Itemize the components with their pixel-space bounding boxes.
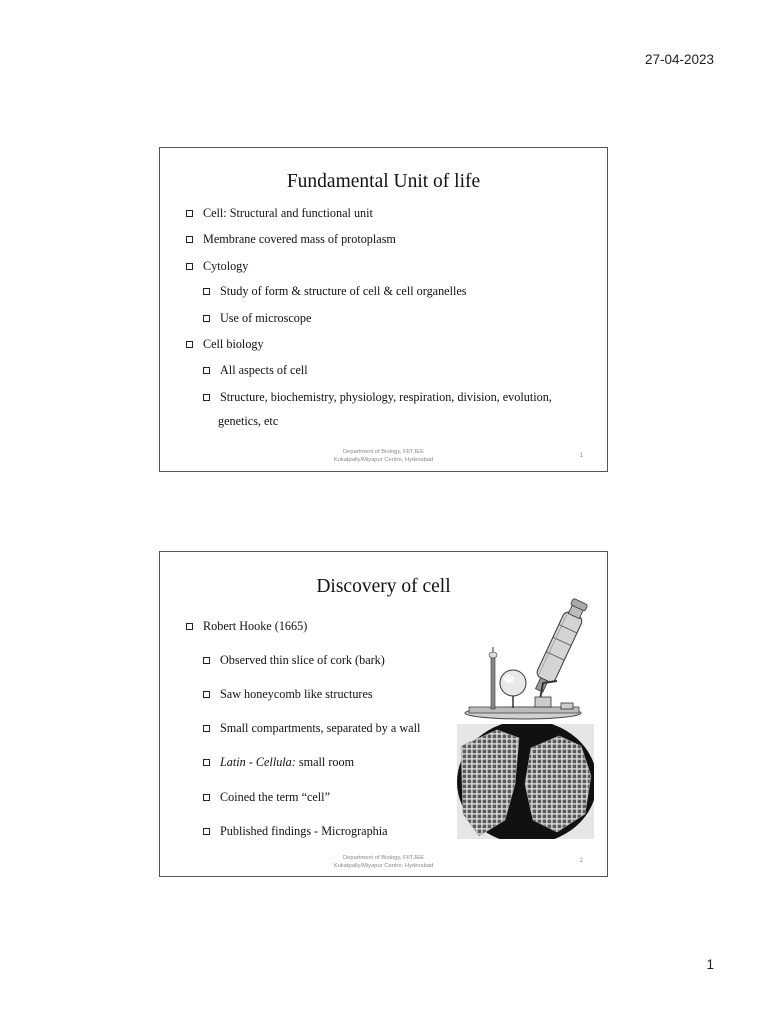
bullet-text: Membrane covered mass of protoplasm <box>203 232 396 246</box>
bullet-text: Saw honeycomb like structures <box>220 687 373 701</box>
square-bullet-icon <box>203 725 210 732</box>
hooke-microscope-image <box>461 595 588 725</box>
slide-title: Fundamental Unit of life <box>286 171 481 192</box>
footer-centre: Kukatpally/Miyapur Centre, Hyderabad <box>333 457 434 463</box>
slide-title: Discovery of cell <box>316 576 451 597</box>
footer-department: Department of Biology, FIITJEE <box>342 449 425 455</box>
bullet-text: All aspects of cell <box>220 363 308 377</box>
bullet-text: Small compartments, separated by a wall <box>220 721 421 735</box>
square-bullet-icon <box>203 367 210 374</box>
bullet-item <box>186 614 307 638</box>
square-bullet-icon <box>203 288 210 295</box>
bullet-text: Cytology <box>203 259 249 273</box>
bullet-text: Robert Hooke (1665) <box>203 619 308 633</box>
square-bullet-icon <box>203 657 210 664</box>
bullet-text: Cell: Structural and functional unit <box>203 206 373 220</box>
square-bullet-icon <box>203 794 210 801</box>
square-bullet-icon <box>203 828 210 835</box>
bullet-text: Use of microscope <box>220 311 312 325</box>
square-bullet-icon <box>203 315 210 322</box>
footer-department: Department of Biology, FIITJEE <box>342 855 425 861</box>
sub-bullet-item <box>203 716 420 740</box>
slide-footer <box>160 854 607 870</box>
page-number: 1 <box>706 957 714 972</box>
sub-bullet-item <box>203 750 354 774</box>
bullet-item <box>186 332 264 356</box>
bullet-text: small room <box>295 755 355 769</box>
latin-term: Latin - Cellula: <box>220 755 296 769</box>
square-bullet-icon <box>203 394 210 401</box>
slide-2 <box>159 551 608 877</box>
sub-bullet-item <box>203 682 373 706</box>
page-date: 27-04-2023 <box>644 52 714 67</box>
bullet-text: Cell biology <box>203 337 264 351</box>
slide-number: 1 <box>579 453 583 459</box>
bullet-text: Coined the term “cell” <box>220 790 330 804</box>
cork-cells-image <box>457 724 594 839</box>
sub-bullet-item <box>203 785 330 809</box>
sub-bullet-item <box>203 819 388 843</box>
bullet-text: Published findings - Micrographia <box>220 824 388 838</box>
slide-number: 2 <box>579 858 583 864</box>
sub-bullet-item <box>203 358 308 382</box>
slide-1 <box>159 147 608 472</box>
square-bullet-icon <box>203 759 210 766</box>
square-bullet-icon <box>186 341 193 348</box>
bullet-text: Structure, biochemistry, physiology, respiration, division, evolution, <box>220 390 552 404</box>
footer-centre: Kukatpally/Miyapur Centre, Hyderabad <box>333 863 434 869</box>
square-bullet-icon <box>186 263 193 270</box>
bullet-item <box>186 227 396 251</box>
bullet-text: Observed thin slice of cork (bark) <box>220 653 385 667</box>
sub-bullet-item <box>203 306 311 330</box>
bullet-item <box>186 201 373 225</box>
sub-bullet-item <box>203 648 385 672</box>
square-bullet-icon <box>203 691 210 698</box>
slide-footer <box>160 448 607 464</box>
square-bullet-icon <box>186 210 193 217</box>
square-bullet-icon <box>186 623 193 630</box>
bullet-item <box>186 254 248 278</box>
sub-bullet-item <box>203 279 467 303</box>
square-bullet-icon <box>186 236 193 243</box>
sub-bullet-item <box>203 385 552 409</box>
bullet-text: Study of form & structure of cell & cell organelles <box>220 284 467 298</box>
bullet-continuation: genetics, etc <box>218 414 279 428</box>
